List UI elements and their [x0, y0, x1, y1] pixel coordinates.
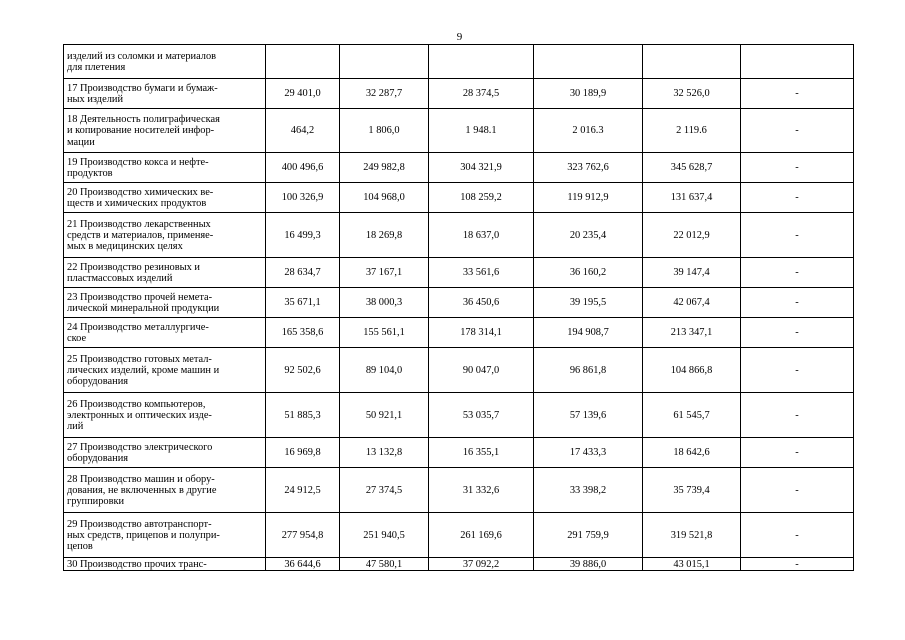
row-label-line: 22 Производство резиновых и	[67, 261, 200, 273]
value-cell: 16 355,1	[429, 438, 534, 468]
value-cell-empty-column: -	[741, 153, 854, 183]
page-number: 9	[456, 31, 463, 43]
value-cell: 50 921,1	[340, 393, 429, 438]
value-cell	[266, 45, 340, 79]
value-cell: 35 671,1	[266, 288, 340, 318]
value-cell	[643, 45, 741, 79]
value-cell-empty-column: -	[741, 393, 854, 438]
value-cell: 37 092,2	[429, 558, 534, 571]
value-cell: 119 912,9	[534, 183, 643, 213]
value-cell: 400 496,6	[266, 153, 340, 183]
value-cell-empty-column: -	[741, 318, 854, 348]
row-label-line: для плетения	[67, 62, 126, 73]
row-label-line: 28 Производство машин и обору-	[67, 473, 215, 485]
value-cell	[429, 45, 534, 79]
value-cell: 291 759,9	[534, 513, 643, 558]
value-cell-empty-column: -	[741, 183, 854, 213]
value-cell: 165 358,6	[266, 318, 340, 348]
row-label-cell	[64, 153, 266, 183]
value-cell: 131 637,4	[643, 183, 741, 213]
row-label-cell	[64, 468, 266, 513]
value-cell: 2 119.6	[643, 109, 741, 153]
row-label-line: 23 Производство прочей немета-	[67, 291, 213, 303]
value-cell: 96 861,8	[534, 348, 643, 393]
value-cell: 31 332,6	[429, 468, 534, 513]
value-cell-empty-column: -	[741, 213, 854, 258]
row-label-cell	[64, 348, 266, 393]
value-cell: 108 259,2	[429, 183, 534, 213]
row-label-line: оборудования	[67, 376, 129, 388]
value-cell: 178 314,1	[429, 318, 534, 348]
value-cell-empty-column: -	[741, 288, 854, 318]
row-label-line: дования, не включенных в другие	[67, 484, 217, 496]
row-label-line: ных изделий	[67, 94, 124, 105]
value-cell: 37 167,1	[340, 258, 429, 288]
row-label-line: 24 Производство металлургиче-	[67, 321, 209, 333]
row-label-line: лий	[67, 421, 84, 433]
value-cell: 104 866,8	[643, 348, 741, 393]
value-cell: 53 035,7	[429, 393, 534, 438]
value-cell: 89 104,0	[340, 348, 429, 393]
table-row	[64, 258, 854, 288]
value-cell: 100 326,9	[266, 183, 340, 213]
value-cell: 36 160,2	[534, 258, 643, 288]
table-row	[64, 318, 854, 348]
value-cell: 61 545,7	[643, 393, 741, 438]
row-label-line: 29 Производство автотранспорт-	[67, 518, 212, 530]
row-label-cell	[64, 393, 266, 438]
value-cell: 57 139,6	[534, 393, 643, 438]
value-cell: 261 169,6	[429, 513, 534, 558]
value-cell: 36 644,6	[266, 558, 340, 571]
table-row	[64, 438, 854, 468]
table-row	[64, 79, 854, 109]
row-label-line: группировки	[67, 496, 125, 508]
row-label-line: ское	[67, 333, 87, 344]
value-cell: 32 526,0	[643, 79, 741, 109]
value-cell: 20 235,4	[534, 213, 643, 258]
row-label-cell	[64, 318, 266, 348]
row-label-line: лической минеральной продукции	[67, 303, 220, 314]
row-label-line: изделий из соломки и материалов	[67, 50, 217, 62]
value-cell: 16 969,8	[266, 438, 340, 468]
value-cell: 251 940,5	[340, 513, 429, 558]
row-label-line: 19 Производство кокса и нефте-	[67, 156, 209, 168]
value-cell-empty-column: -	[741, 258, 854, 288]
table-row	[64, 558, 854, 571]
value-cell: 43 015,1	[643, 558, 741, 571]
row-label-line: электронных и оптических изде-	[67, 409, 212, 421]
value-cell: 24 912,5	[266, 468, 340, 513]
value-cell: 28 374,5	[429, 79, 534, 109]
row-label-cell	[64, 438, 266, 468]
row-label-line: продуктов	[67, 168, 113, 179]
row-label-line: мых в медицинских целях	[67, 241, 183, 253]
value-cell-empty-column: -	[741, 468, 854, 513]
value-cell: 323 762,6	[534, 153, 643, 183]
value-cell: 33 561,6	[429, 258, 534, 288]
row-label-line: 17 Производство бумаги и бумаж-	[67, 82, 218, 94]
value-cell: 104 968,0	[340, 183, 429, 213]
value-cell: 22 012,9	[643, 213, 741, 258]
value-cell: 42 067,4	[643, 288, 741, 318]
row-label-cell	[64, 258, 266, 288]
value-cell: 33 398,2	[534, 468, 643, 513]
value-cell: 18 637,0	[429, 213, 534, 258]
value-cell: 1 948.1	[429, 109, 534, 153]
row-label-line: 20 Производство химических ве-	[67, 186, 214, 198]
row-label-cell	[64, 79, 266, 109]
value-cell: 90 047,0	[429, 348, 534, 393]
row-label-line: 21 Производство лекарственных	[67, 218, 211, 230]
table-row	[64, 393, 854, 438]
table-row	[64, 288, 854, 318]
value-cell: 38 000,3	[340, 288, 429, 318]
table-body	[64, 45, 854, 571]
table-row	[64, 183, 854, 213]
row-label-line: оборудования	[67, 453, 129, 464]
value-cell: 13 132,8	[340, 438, 429, 468]
value-cell: 39 195,5	[534, 288, 643, 318]
table-row	[64, 468, 854, 513]
value-cell: 464,2	[266, 109, 340, 153]
value-cell: 1 806,0	[340, 109, 429, 153]
value-cell: 47 580,1	[340, 558, 429, 571]
value-cell: 32 287,7	[340, 79, 429, 109]
row-label-cell	[64, 45, 266, 79]
row-label-line: 26 Производство компьютеров,	[67, 398, 206, 410]
value-cell: 249 982,8	[340, 153, 429, 183]
value-cell-empty-column: -	[741, 513, 854, 558]
value-cell: 39 147,4	[643, 258, 741, 288]
value-cell: 35 739,4	[643, 468, 741, 513]
value-cell	[340, 45, 429, 79]
value-cell-empty-column: -	[741, 109, 854, 153]
value-cell: 92 502,6	[266, 348, 340, 393]
value-cell-empty-column: -	[741, 79, 854, 109]
table-row	[64, 513, 854, 558]
value-cell: 277 954,8	[266, 513, 340, 558]
value-cell: 319 521,8	[643, 513, 741, 558]
value-cell: 36 450,6	[429, 288, 534, 318]
row-label-line: цепов	[67, 541, 93, 553]
row-label-cell	[64, 513, 266, 558]
row-label-cell	[64, 183, 266, 213]
value-cell	[534, 45, 643, 79]
row-label-cell	[64, 109, 266, 153]
row-label-line: лических изделий, кроме машин и	[67, 364, 220, 376]
row-label-line: ществ и химических продуктов	[67, 198, 207, 209]
value-cell-empty-column: -	[741, 438, 854, 468]
table-row	[64, 109, 854, 153]
row-label-line: и копирование носителей инфор-	[67, 125, 215, 137]
value-cell: 16 499,3	[266, 213, 340, 258]
row-label-line: средств и материалов, применяе-	[67, 229, 214, 241]
value-cell: 28 634,7	[266, 258, 340, 288]
value-cell-empty-column	[741, 45, 854, 79]
value-cell: 51 885,3	[266, 393, 340, 438]
row-label-cell	[64, 558, 266, 571]
value-cell: 29 401,0	[266, 79, 340, 109]
value-cell: 304 321,9	[429, 153, 534, 183]
value-cell: 155 561,1	[340, 318, 429, 348]
row-label-cell	[64, 213, 266, 258]
table-row	[64, 213, 854, 258]
statistics-table	[63, 44, 854, 571]
value-cell: 18 269,8	[340, 213, 429, 258]
value-cell: 27 374,5	[340, 468, 429, 513]
row-label-line: 30 Производство прочих транс-	[67, 559, 207, 570]
value-cell: 17 433,3	[534, 438, 643, 468]
table-row	[64, 153, 854, 183]
row-label-line: 18 Деятельность полиграфическая	[67, 114, 220, 126]
value-cell: 30 189,9	[534, 79, 643, 109]
row-label-cell	[64, 288, 266, 318]
value-cell: 18 642,6	[643, 438, 741, 468]
value-cell-empty-column: -	[741, 348, 854, 393]
value-cell-empty-column: -	[741, 558, 854, 571]
table-row	[64, 348, 854, 393]
row-label-line: 27 Производство электрического	[67, 441, 213, 453]
row-label-line: мации	[67, 136, 95, 148]
value-cell: 345 628,7	[643, 153, 741, 183]
value-cell: 213 347,1	[643, 318, 741, 348]
value-cell: 39 886,0	[534, 558, 643, 571]
row-label-line: пластмассовых изделий	[67, 273, 173, 284]
table-row	[64, 45, 854, 79]
value-cell: 194 908,7	[534, 318, 643, 348]
row-label-line: 25 Производство готовых метал-	[67, 353, 212, 365]
row-label-line: ных средств, прицепов и полупри-	[67, 529, 220, 541]
value-cell: 2 016.3	[534, 109, 643, 153]
